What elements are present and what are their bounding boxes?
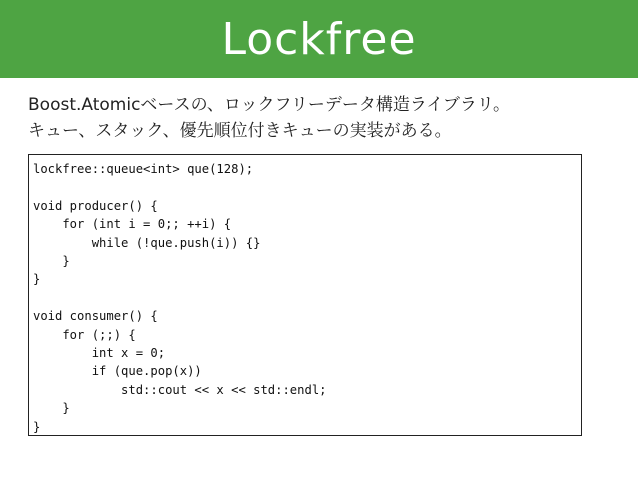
code-line: int x = 0; bbox=[33, 346, 166, 361]
slide-description bbox=[28, 92, 628, 144]
code-line: } bbox=[33, 401, 70, 416]
code-line: } bbox=[33, 254, 70, 269]
code-line: for (;;) { bbox=[33, 327, 136, 342]
description-line: キュー、スタック、優先順位付きキューの実装がある。 bbox=[28, 121, 452, 141]
code-line: void producer() { bbox=[33, 198, 158, 213]
code-block bbox=[28, 154, 582, 436]
code-line: if (que.pop(x)) bbox=[33, 364, 202, 379]
code-line: std::cout << x << std::endl; bbox=[33, 382, 327, 397]
description-line: Boost.Atomicベースの、ロックフリーデータ構造ライブラリ。 bbox=[28, 95, 510, 115]
code-line: } bbox=[33, 272, 41, 287]
code-line: } bbox=[33, 419, 41, 434]
code-listing bbox=[33, 160, 327, 436]
code-line: lockfree::queue<int> que(128); bbox=[33, 162, 254, 176]
slide-title: Lockfree bbox=[221, 14, 417, 65]
code-line: for (int i = 0;; ++i) { bbox=[33, 217, 232, 232]
code-line: void consumer() { bbox=[33, 309, 158, 324]
code-line: while (!que.push(i)) {} bbox=[33, 235, 261, 250]
